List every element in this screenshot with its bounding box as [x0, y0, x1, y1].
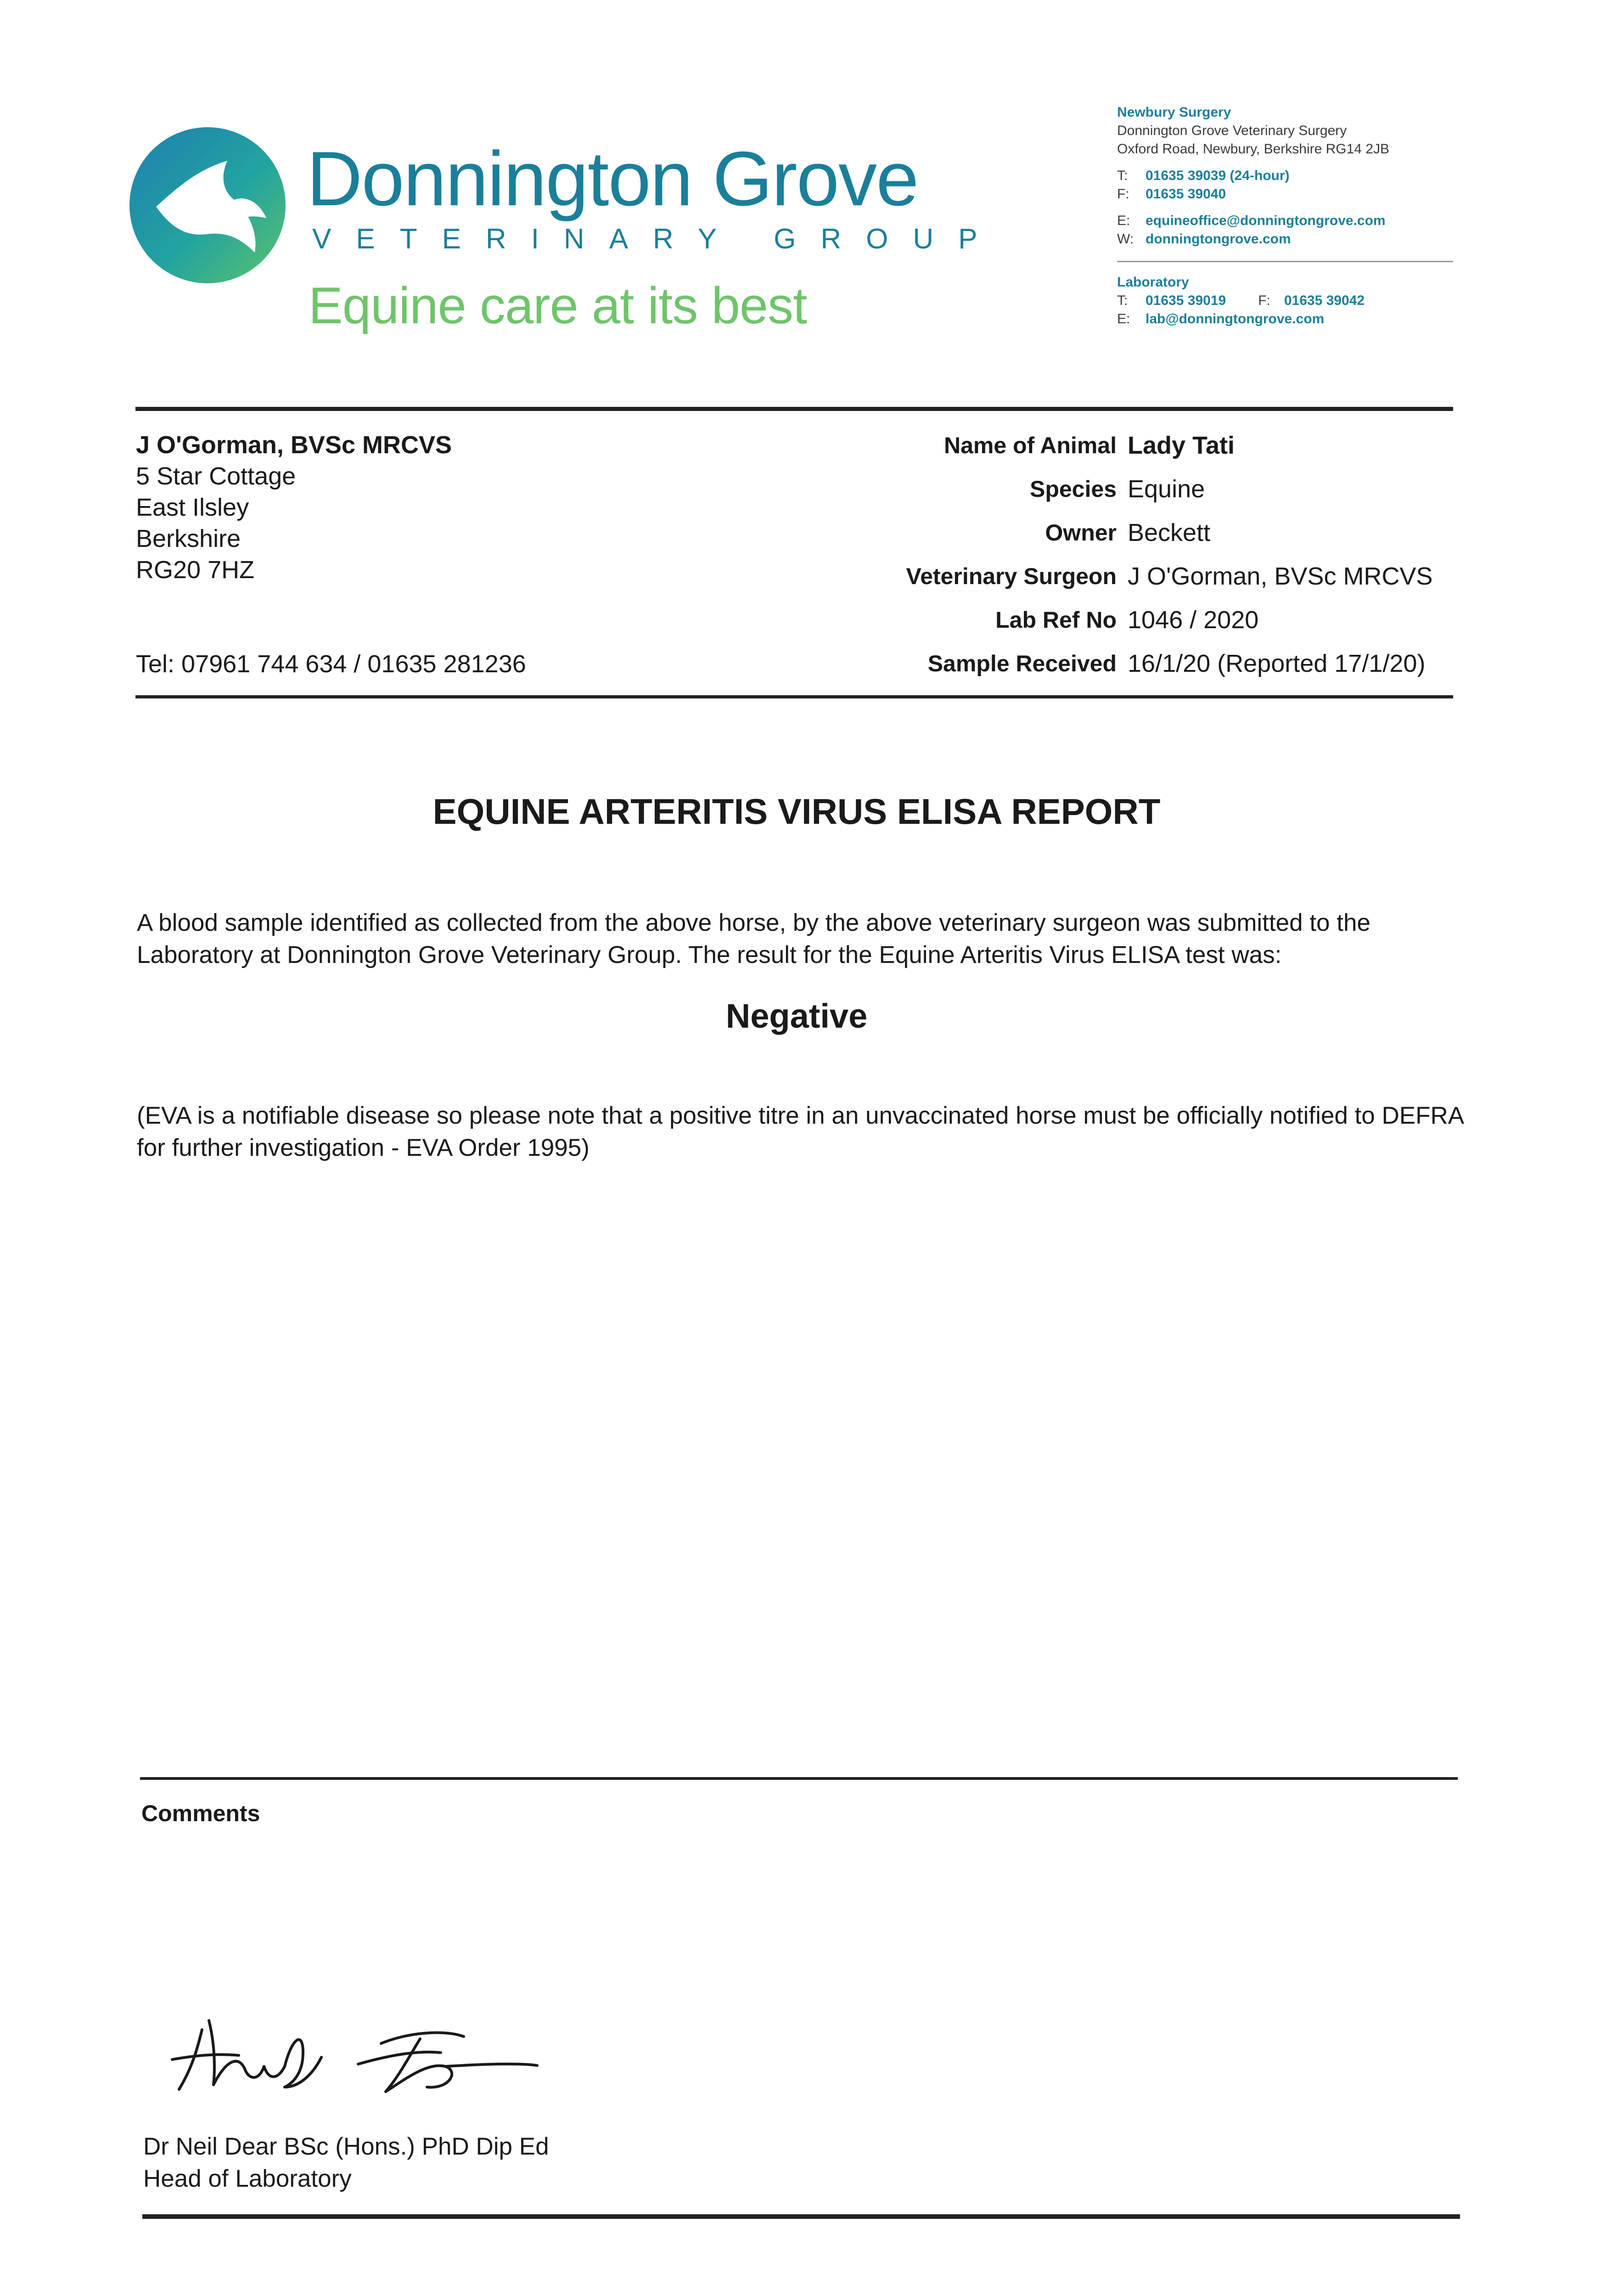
address-line: 5 Star Cottage [136, 462, 296, 490]
detail-label: Sample Received [927, 651, 1117, 676]
lab-tel-label: T: [1117, 293, 1128, 308]
recipient-name: J O'Gorman, BVSc MRCVS [136, 431, 452, 459]
detail-value: Lady Tati [1128, 432, 1235, 459]
address-line: East Ilsley [136, 494, 249, 521]
detail-value: Equine [1128, 475, 1205, 503]
surgery-email-link[interactable]: equineoffice@donningtongrove.com [1146, 213, 1386, 228]
detail-label: Veterinary Surgeon [906, 563, 1117, 589]
surgery-web-label: W: [1117, 231, 1134, 247]
lab-fax-label: F: [1258, 293, 1270, 308]
notifiable-note: (EVA is a notifiable disease so please note that a positive titre in an unvaccinated horse must be officially notified to DEFRA for further investigation - EVA Order 1995) [137, 1102, 1463, 1161]
detail-value: 16/1/20 (Reported 17/1/20) [1128, 650, 1426, 677]
detail-label: Owner [1045, 520, 1117, 546]
brand-tagline: Equine care at its best [309, 277, 807, 334]
details-rule [135, 695, 1453, 698]
signer-name: Dr Neil Dear BSc (Hons.) PhD Dip Ed [143, 2133, 549, 2160]
comments-rule [140, 1777, 1458, 1780]
lab-fax: 01635 39042 [1284, 293, 1365, 308]
lab-tel: 01635 39019 [1146, 293, 1226, 308]
lab-email-link[interactable]: lab@donningtongrove.com [1146, 311, 1325, 326]
address-line: Berkshire [136, 525, 241, 552]
surgery-web-link[interactable]: donningtongrove.com [1146, 231, 1291, 247]
surgery-email-label: E: [1117, 213, 1130, 228]
address-line: RG20 7HZ [136, 556, 255, 584]
detail-label: Name of Animal [944, 433, 1117, 458]
comments-label: Comments [141, 1801, 260, 1826]
surgery-fax-label: F: [1117, 186, 1129, 202]
contact-divider [1117, 261, 1453, 262]
header-rule [135, 407, 1453, 411]
brand-name: Donnington Grove [307, 135, 918, 222]
test-result: Negative [725, 997, 868, 1035]
surgery-name: Donnington Grove Veterinary Surgery [1117, 123, 1347, 138]
recipient-tel: Tel: 07961 744 634 / 01635 281236 [136, 650, 526, 678]
lab-email-label: E: [1117, 311, 1130, 326]
signer-block [143, 2131, 549, 2195]
surgery-fax: 01635 39040 [1146, 186, 1226, 202]
signature-image [170, 2011, 542, 2099]
logo-icon [129, 126, 287, 285]
footer-rule [142, 2214, 1460, 2219]
brand-subtitle: VETERINARY GROUP [312, 223, 1002, 255]
surgery-address: Oxford Road, Newbury, Berkshire RG14 2JB [1117, 141, 1390, 157]
detail-label: Lab Ref No [995, 607, 1117, 633]
detail-value: 1046 / 2020 [1128, 606, 1259, 634]
report-title: EQUINE ARTERITIS VIRUS ELISA REPORT [432, 791, 1161, 832]
surgery-heading: Newbury Surgery [1117, 105, 1231, 120]
detail-value: J O'Gorman, BVSc MRCVS [1128, 563, 1433, 590]
laboratory-heading: Laboratory [1117, 275, 1189, 290]
detail-label: Species [1029, 476, 1117, 502]
recipient-address [136, 429, 452, 585]
surgery-contact [1117, 103, 1544, 248]
signer-title: Head of Laboratory [143, 2165, 352, 2192]
surgery-tel: 01635 39039 (24-hour) [1146, 168, 1290, 183]
detail-value: Beckett [1128, 519, 1211, 546]
surgery-tel-label: T: [1117, 168, 1128, 183]
laboratory-contact [1117, 273, 1544, 328]
report-paragraph: A blood sample identified as collected from the above horse, by the above veterinary surgeon was submitted to the Laboratory at Donnington Grove Veterinary Group. The result for the Equine Arteritis Virus ELISA test was: [137, 909, 1370, 968]
